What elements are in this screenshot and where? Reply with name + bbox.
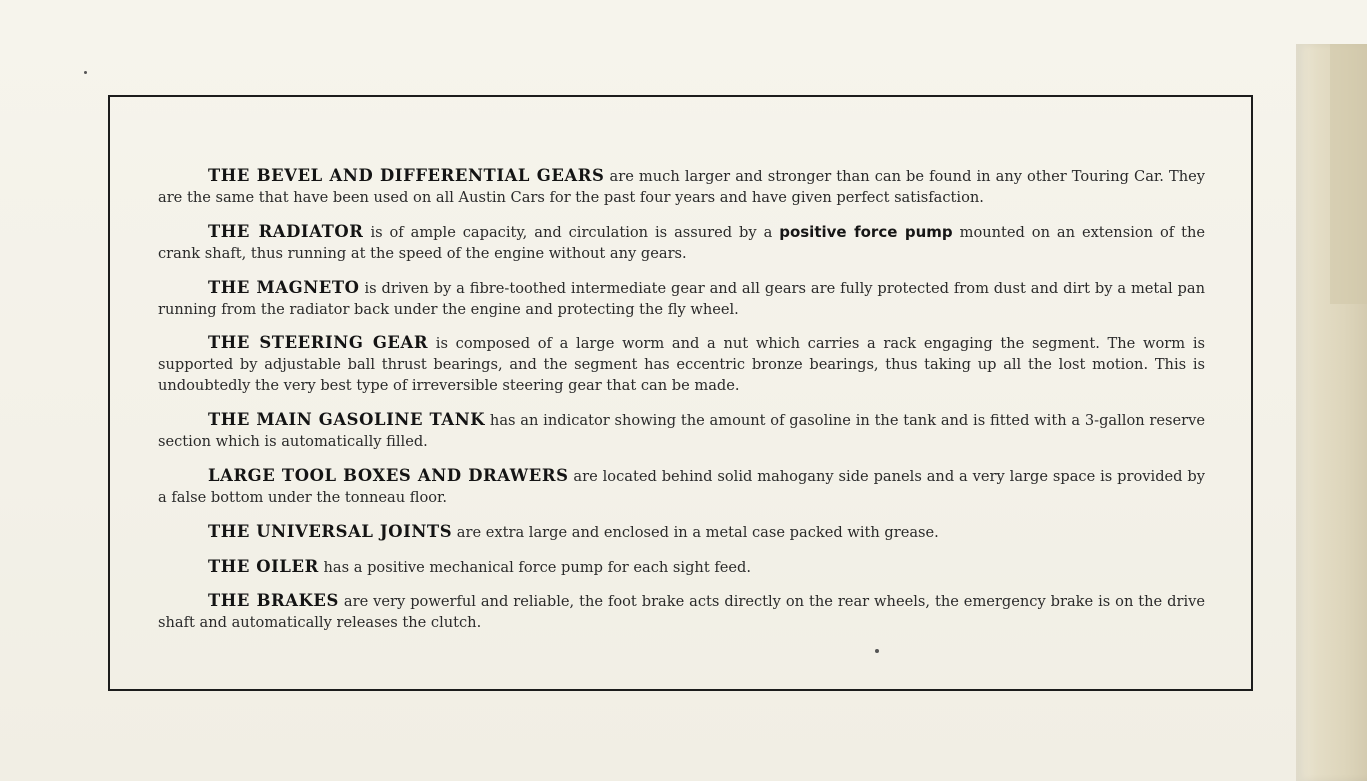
paragraph-text: are located behind solid mahogany side panels and a very large space is provided by a false bottom under the tonneau floor. [158,467,1206,506]
paragraph-bevel-gears [158,165,1205,208]
paragraph-oiler [158,556,1205,578]
paragraph-heading: LARGE TOOL BOXES AND DRAWERS [208,465,569,485]
paragraph-text: is composed of a large worm and a nut which carries a rack engaging the segment. The worm is supported by adjustable ball thrust bearings, and the segment has eccentric bronze bearings, thus taking up all the lost motion. This is undoubtedly the very best type of irreversible steering gear that can be made. [158,335,1205,395]
paragraph-text: are much larger and stronger than can be found in any other Touring Car. They are the same that have been used on all Austin Cars for the past four years and have given perfect satisfaction. [158,168,1206,206]
paragraph-tool-boxes [158,465,1205,508]
paragraph-text: is driven by a fibre-toothed intermediate gear and all gears are fully protected from dust and dirt by a metal pan running from the radiator back under the engine and protecting the fly wheel. [158,279,1205,318]
paragraph-text: are extra large and enclosed in a metal case packed with grease. [452,523,939,541]
paper-speck [84,71,87,74]
paragraph-heading: THE STEERING GEAR [208,333,429,353]
paragraph-heading: THE BEVEL AND DIFFERENTIAL GEARS [208,166,605,185]
paragraph-heading: THE UNIVERSAL JOINTS [208,521,453,541]
paragraph-brakes [158,590,1205,633]
paragraph-gasoline-tank [158,409,1205,452]
paragraph-emphasis: positive force pump [779,222,953,241]
paragraph-text: has an indicator showing the amount of gasoline in the tank and is fitted with a 3-gallon reserve section which is automatically filled. [158,412,1205,451]
paragraph-magneto [158,277,1205,320]
paragraph-heading: THE RADIATOR [208,221,364,241]
paragraph-steering-gear [158,332,1205,396]
paragraph-heading: THE OILER [208,556,319,576]
paragraph-universal-joints [158,521,1205,543]
paragraph-text: mounted on an extension of the crank shaft, thus running at the speed of the engine without any gears. [158,223,1205,262]
spec-text-body [158,165,1205,646]
paragraph-text: is of ample capacity, and circulation is assured by a [363,223,780,241]
paragraph-heading: THE MAGNETO [208,277,360,297]
paragraph-heading: THE MAIN GASOLINE TANK [208,410,486,430]
paragraph-radiator [158,221,1205,264]
page-edge-tab [1330,44,1367,304]
paragraph-heading: THE BRAKES [208,591,339,611]
paragraph-text: are very powerful and reliable, the foot brake acts directly on the rear wheels, the emergency brake is on the drive shaft and automatically releases the clutch. [158,593,1206,632]
paragraph-text: has a positive mechanical force pump for each sight feed. [318,558,751,576]
